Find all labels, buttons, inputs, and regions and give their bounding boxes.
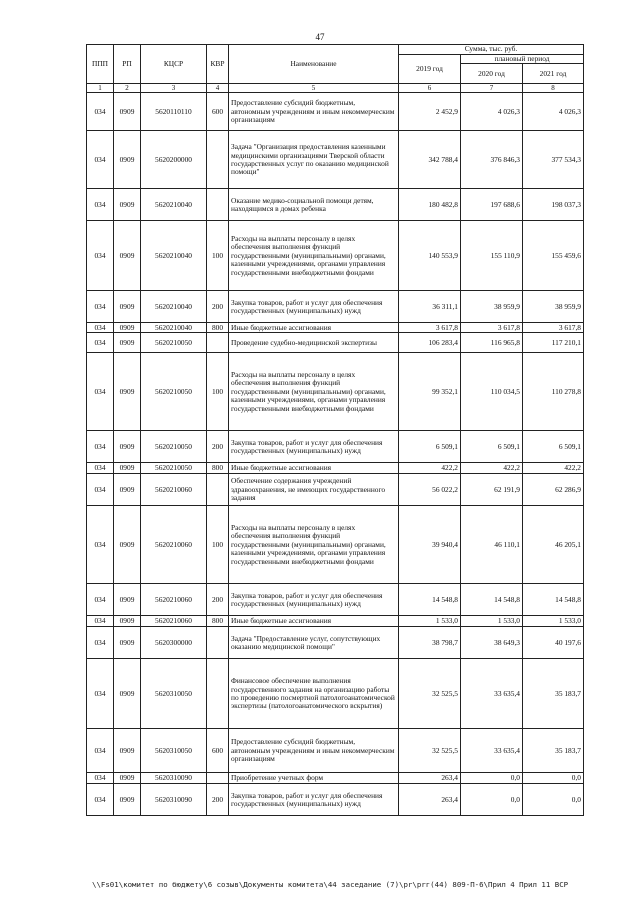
cell-rp: 0909 [114,291,141,323]
cell-kvr: 200 [207,584,229,616]
cell-y2020: 376 846,3 [461,131,523,189]
column-number: 7 [461,84,523,93]
cell-y2019: 99 352,1 [399,353,461,431]
cell-rp: 0909 [114,474,141,506]
cell-y2020: 0,0 [461,784,523,816]
cell-kvr: 100 [207,221,229,291]
header-name: Наименование [229,45,399,84]
cell-y2021: 40 197,6 [523,627,584,659]
cell-y2019: 1 533,0 [399,616,461,627]
table-row [87,333,584,353]
cell-name: Финансовое обеспечение выполнения государственного задания на организацию работы по проведению посмертной патологоанатомической экспертизы (патологоанатомического вскрытия) [229,659,399,729]
cell-y2021: 0,0 [523,784,584,816]
cell-y2019: 263,4 [399,784,461,816]
cell-y2019: 36 311,1 [399,291,461,323]
cell-y2020: 422,2 [461,463,523,474]
cell-ppp: 034 [87,431,114,463]
cell-rp: 0909 [114,773,141,784]
cell-name: Расходы на выплаты персоналу в целях обеспечения выполнения функций государственными (муниципальными) органами, казенными учреждениями, органами управления государственными внебюджетными фондами [229,353,399,431]
table-row [87,474,584,506]
cell-kvr [207,773,229,784]
cell-y2020: 62 191,9 [461,474,523,506]
cell-y2021: 198 037,3 [523,189,584,221]
header-rp: РП [114,45,141,84]
cell-kvr: 600 [207,93,229,131]
cell-name: Предоставление субсидий бюджетным, автономным учреждениям и иным некоммерческим организациям [229,729,399,773]
cell-y2019: 2 452,9 [399,93,461,131]
cell-name: Расходы на выплаты персоналу в целях обеспечения выполнения функций государственными (муниципальными) органами, казенными учреждениями, органами управления государственными внебюджетными фондами [229,221,399,291]
table-row [87,773,584,784]
cell-kvr: 600 [207,729,229,773]
table-row [87,131,584,189]
table-row [87,506,584,584]
cell-ppp: 034 [87,189,114,221]
table-row [87,627,584,659]
cell-y2020: 14 548,8 [461,584,523,616]
cell-name: Предоставление субсидий бюджетным, автономным учреждениям и иным некоммерческим организациям [229,93,399,131]
cell-rp: 0909 [114,131,141,189]
cell-y2019: 6 509,1 [399,431,461,463]
cell-rp: 0909 [114,93,141,131]
header-year-2021: 2021 год [523,64,584,84]
cell-kvr: 200 [207,784,229,816]
table-header [87,45,584,93]
cell-y2021: 3 617,8 [523,323,584,333]
cell-y2021: 46 205,1 [523,506,584,584]
header-plan-period: плановый период [461,55,584,64]
cell-kcsr: 5620310050 [141,729,207,773]
header-kvr: КВР [207,45,229,84]
cell-ppp: 034 [87,627,114,659]
column-number: 4 [207,84,229,93]
cell-name: Проведение судебно-медицинской экспертизы [229,333,399,353]
cell-ppp: 034 [87,784,114,816]
cell-kvr: 800 [207,616,229,627]
cell-kcsr: 5620210060 [141,616,207,627]
cell-rp: 0909 [114,729,141,773]
cell-y2020: 6 509,1 [461,431,523,463]
cell-y2021: 155 459,6 [523,221,584,291]
cell-kcsr: 5620210040 [141,323,207,333]
cell-kcsr: 5620210060 [141,474,207,506]
cell-rp: 0909 [114,784,141,816]
cell-ppp: 034 [87,729,114,773]
cell-kvr: 200 [207,431,229,463]
cell-y2021: 377 534,3 [523,131,584,189]
column-number: 8 [523,84,584,93]
table-row [87,463,584,474]
cell-kcsr: 5620210040 [141,291,207,323]
header-year-2020: 2020 год [461,64,523,84]
table-row [87,431,584,463]
cell-kcsr: 5620200000 [141,131,207,189]
table-row [87,93,584,131]
cell-y2021: 4 026,3 [523,93,584,131]
cell-ppp: 034 [87,463,114,474]
cell-kcsr: 5620310050 [141,659,207,729]
header-sum-caption: Сумма, тыс. руб. [399,45,584,55]
column-number: 3 [141,84,207,93]
cell-y2020: 155 110,9 [461,221,523,291]
cell-kvr [207,659,229,729]
table-row [87,353,584,431]
cell-rp: 0909 [114,616,141,627]
cell-y2020: 0,0 [461,773,523,784]
cell-y2021: 422,2 [523,463,584,474]
cell-name: Закупка товаров, работ и услуг для обеспечения государственных (муниципальных) нужд [229,584,399,616]
cell-kcsr: 5620210050 [141,333,207,353]
cell-y2019: 106 283,4 [399,333,461,353]
table-row [87,323,584,333]
cell-rp: 0909 [114,463,141,474]
cell-name: Задача "Организация предоставления казенными медицинскими организациями Тверской области государственных услуг по оказанию медицинской помощи" [229,131,399,189]
cell-y2020: 116 965,8 [461,333,523,353]
cell-name: Иные бюджетные ассигнования [229,323,399,333]
cell-y2019: 180 482,8 [399,189,461,221]
table-row [87,616,584,627]
cell-kcsr: 5620110110 [141,93,207,131]
cell-rp: 0909 [114,333,141,353]
cell-ppp: 034 [87,584,114,616]
cell-ppp: 034 [87,93,114,131]
cell-y2021: 117 210,1 [523,333,584,353]
cell-name: Обеспечение содержания учреждений здравоохранения, не имеющих государственного задания [229,474,399,506]
cell-y2019: 422,2 [399,463,461,474]
cell-y2019: 56 022,2 [399,474,461,506]
cell-y2019: 3 617,8 [399,323,461,333]
cell-y2020: 46 110,1 [461,506,523,584]
cell-ppp: 034 [87,323,114,333]
cell-name: Закупка товаров, работ и услуг для обеспечения государственных (муниципальных) нужд [229,431,399,463]
cell-y2019: 140 553,9 [399,221,461,291]
table-row [87,584,584,616]
cell-rp: 0909 [114,659,141,729]
cell-ppp: 034 [87,506,114,584]
cell-y2021: 6 509,1 [523,431,584,463]
cell-y2020: 38 649,3 [461,627,523,659]
cell-rp: 0909 [114,353,141,431]
column-number: 6 [399,84,461,93]
table-body [87,93,584,816]
cell-y2020: 1 533,0 [461,616,523,627]
cell-rp: 0909 [114,189,141,221]
cell-rp: 0909 [114,221,141,291]
cell-ppp: 034 [87,131,114,189]
cell-y2021: 110 278,8 [523,353,584,431]
cell-kvr: 800 [207,463,229,474]
cell-y2021: 0,0 [523,773,584,784]
cell-y2020: 3 617,8 [461,323,523,333]
cell-kvr: 100 [207,353,229,431]
cell-y2020: 197 688,6 [461,189,523,221]
cell-name: Иные бюджетные ассигнования [229,616,399,627]
header-ppp: ППП [87,45,114,84]
cell-y2019: 263,4 [399,773,461,784]
cell-y2021: 62 286,9 [523,474,584,506]
cell-kvr [207,627,229,659]
cell-name: Закупка товаров, работ и услуг для обеспечения государственных (муниципальных) нужд [229,784,399,816]
cell-kvr: 800 [207,323,229,333]
cell-rp: 0909 [114,584,141,616]
cell-kcsr: 5620210050 [141,463,207,474]
table-row [87,291,584,323]
header-year-2019: 2019 год [399,55,461,84]
cell-y2021: 38 959,9 [523,291,584,323]
cell-y2021: 35 183,7 [523,659,584,729]
cell-kvr [207,333,229,353]
cell-y2020: 38 959,9 [461,291,523,323]
cell-y2020: 110 034,5 [461,353,523,431]
budget-table [86,44,584,816]
cell-y2019: 39 940,4 [399,506,461,584]
cell-y2020: 4 026,3 [461,93,523,131]
cell-y2019: 32 525,5 [399,729,461,773]
column-number: 5 [229,84,399,93]
cell-rp: 0909 [114,627,141,659]
cell-y2021: 35 183,7 [523,729,584,773]
cell-ppp: 034 [87,353,114,431]
column-number-row [87,84,584,93]
cell-ppp: 034 [87,773,114,784]
cell-rp: 0909 [114,506,141,584]
page-number: 47 [315,32,325,42]
cell-ppp: 034 [87,474,114,506]
cell-kcsr: 5620310090 [141,784,207,816]
cell-kvr [207,474,229,506]
cell-kcsr: 5620210050 [141,431,207,463]
cell-kvr [207,131,229,189]
header-kcsr: КЦСР [141,45,207,84]
cell-y2019: 38 798,7 [399,627,461,659]
cell-y2019: 32 525,5 [399,659,461,729]
cell-kcsr: 5620310090 [141,773,207,784]
cell-y2021: 14 548,8 [523,584,584,616]
column-number: 1 [87,84,114,93]
table-row [87,189,584,221]
cell-kcsr: 5620210060 [141,506,207,584]
cell-name: Оказание медико-социальной помощи детям, находящимся в домах ребенка [229,189,399,221]
cell-kvr: 100 [207,506,229,584]
table-row [87,221,584,291]
cell-kvr: 200 [207,291,229,323]
cell-y2021: 1 533,0 [523,616,584,627]
cell-ppp: 034 [87,616,114,627]
cell-name: Иные бюджетные ассигнования [229,463,399,474]
cell-name: Задача "Предоставление услуг, сопутствующих оказанию медицинской помощи" [229,627,399,659]
cell-rp: 0909 [114,323,141,333]
cell-y2020: 33 635,4 [461,659,523,729]
cell-ppp: 034 [87,221,114,291]
cell-ppp: 034 [87,659,114,729]
cell-kcsr: 5620210040 [141,189,207,221]
cell-name: Приобретение учетных форм [229,773,399,784]
cell-kcsr: 5620210050 [141,353,207,431]
table-row [87,784,584,816]
table-row [87,729,584,773]
cell-name: Расходы на выплаты персоналу в целях обеспечения выполнения функций государственными (муниципальными) органами, казенными учреждениями, органами управления государственными внебюджетными фондами [229,506,399,584]
cell-ppp: 034 [87,291,114,323]
cell-kcsr: 5620210040 [141,221,207,291]
cell-y2020: 33 635,4 [461,729,523,773]
column-number: 2 [114,84,141,93]
cell-ppp: 034 [87,333,114,353]
cell-kcsr: 5620300000 [141,627,207,659]
table-row [87,659,584,729]
cell-y2019: 342 788,4 [399,131,461,189]
file-path-footer: \\Fs01\комитет по бюджету\6 созыв\Документы комитета\44 заседание (7)\pr\prг(44) 809-П-6\Прил 4 Прил 11 ВСР [92,880,569,889]
cell-name: Закупка товаров, работ и услуг для обеспечения государственных (муниципальных) нужд [229,291,399,323]
cell-y2019: 14 548,8 [399,584,461,616]
cell-rp: 0909 [114,431,141,463]
cell-kvr [207,189,229,221]
cell-kcsr: 5620210060 [141,584,207,616]
